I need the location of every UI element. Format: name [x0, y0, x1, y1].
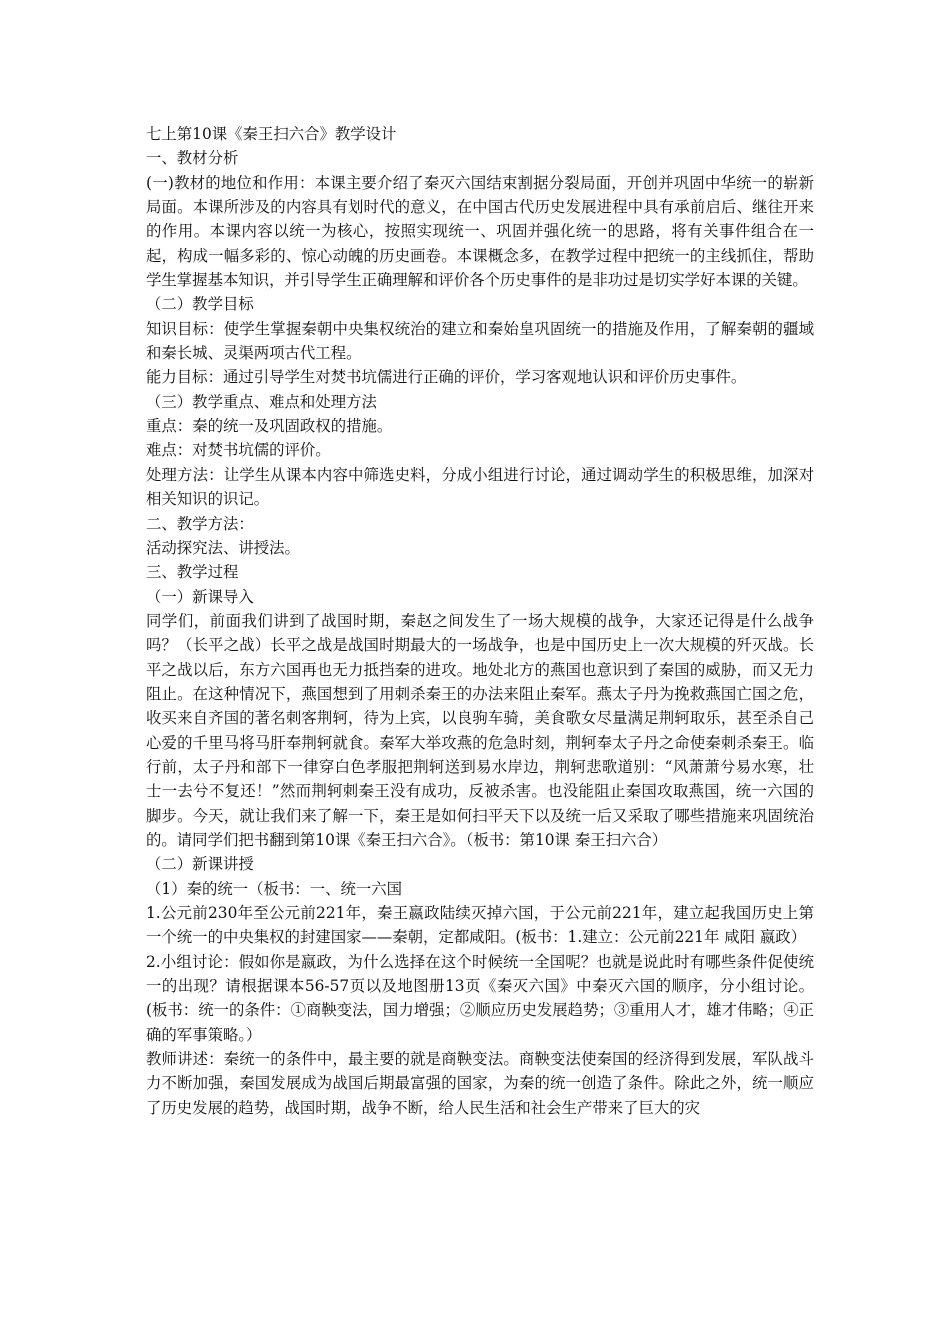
section-heading: 一、教材分析	[146, 149, 239, 168]
paragraph: (一)教材的地位和作用：本课主要介绍了秦灭六国结束割据分裂局面，开创并巩固中华统一的崭新局面。本课所涉及的内容具有划时代的意义，在中国古代历史发展进程中具有承前启后、继往开来的作用。本课内容以统一为核心，按照实现统一、巩固并强化统一的思路，将有关事件组合在一起，构成一幅多彩的、惊心动魄的历史画卷。本课概念多，在教学过程中把统一的主线抓住，帮助学生掌握基本知识，并引导学生正确理解和评价各个历史事件的是非功过是切实学好本课的关键。	[146, 173, 814, 290]
subsection-heading: （三）教学重点、难点和处理方法	[146, 392, 377, 411]
document-page	[146, 122, 814, 1120]
document-title: 七上第10课《秦王扫六合》教学设计	[146, 125, 397, 143]
subsection-heading: （二）新课讲授	[146, 855, 254, 874]
paragraph: 同学们，前面我们讲到了战国时期，秦赵之间发生了一场大规模的战争，大家还记得是什么战争吗？（长平之战）长平之战是战国时期最大的一场战争，也是中国历史上一次大规模的歼灭战。长平之战以后，东方六国再也无力抵挡秦的进攻。地处北方的燕国也意识到了秦国的威胁，而又无力阻止。在这种情况下，燕国想到了用刺杀秦王的办法来阻止秦军。燕太子丹为挽救燕国亡国之危，收买来自齐国的著名刺客荆轲，待为上宾，以良驹车骑，美食歌女尽量满足荆轲取乐，甚至杀自己心爱的千里马将马肝奉荆轲就食。秦军大举攻燕的危急时刻，荆轲奉太子丹之命使秦刺杀秦王。临行前，太子丹和部下一律穿白色孝服把荆轲送到易水岸边，荆轲悲歌道别：“风萧萧兮易水寒，壮士一去兮不复还！”然而荆轲刺秦王没有成功，反被杀害。也没能阻止秦国攻取燕国，统一六国的脚步。今天，就让我们来了解一下，秦王是如何扫平天下以及统一后又采取了哪些措施来巩固统治的。请同学们把书翻到第10课《秦王扫六合》。（板书：第10课 秦王扫六合）	[146, 611, 814, 849]
subsection-heading: （二）教学目标	[146, 295, 254, 314]
paragraph: 教师讲述：秦统一的条件中，最主要的就是商鞅变法。商鞅变法使秦国的经济得到发展，军队战斗力不断加强，秦国发展成为战国后期最富强的国家，为秦的统一创造了条件。除此之外，统一顺应了历史发展的趋势，战国时期，战争不断，给人民生活和社会生产带来了巨大的灾	[146, 1050, 814, 1117]
paragraph: 能力目标：通过引导学生对焚书坑儒进行正确的评价，学习客观地认识和评价历史事件。	[146, 368, 747, 387]
paragraph: 1.公元前230年至公元前221年，秦王嬴政陆续灭掉六国，于公元前221年，建立起我国历史上第一个统一的中央集权的封建国家——秦朝，定都咸阳。(板书：1.建立：公元前221年 咸阳 嬴政）	[146, 904, 814, 947]
paragraph: 重点：秦的统一及巩固政权的措施。	[146, 417, 393, 436]
paragraph: 处理方法：让学生从课本内容中筛选史料，分成小组进行讨论，通过调动学生的积极思维，加深对相关知识的识记。	[146, 465, 814, 509]
paragraph: 知识目标：使学生掌握秦朝中央集权统治的建立和秦始皇巩固统一的措施及作用，了解秦朝的疆域和秦长城、灵渠两项古代工程。	[146, 319, 814, 363]
paragraph: 2.小组讨论：假如你是嬴政，为什么选择在这个时候统一全国呢？也就是说此时有哪些条件促使统一的出现？请根据课本56-57页以及地图册13页《秦灭六国》中秦灭六国的顺序，分小组讨论。(板书：统一的条件：①商鞅变法，国力增强；②顺应历史发展趋势；③重用人才，雄才伟略；④正确的军事策略。）	[146, 952, 814, 1044]
subsection-heading: （一）新课导入	[146, 587, 254, 606]
section-heading: 三、教学过程	[146, 563, 239, 582]
section-heading: 二、教学方法：	[146, 514, 254, 533]
paragraph: （1）秦的统一（板书：一、统一六国	[146, 879, 403, 898]
paragraph: 难点：对焚书坑儒的评价。	[146, 441, 331, 460]
paragraph: 活动探究法、讲授法。	[146, 538, 300, 557]
